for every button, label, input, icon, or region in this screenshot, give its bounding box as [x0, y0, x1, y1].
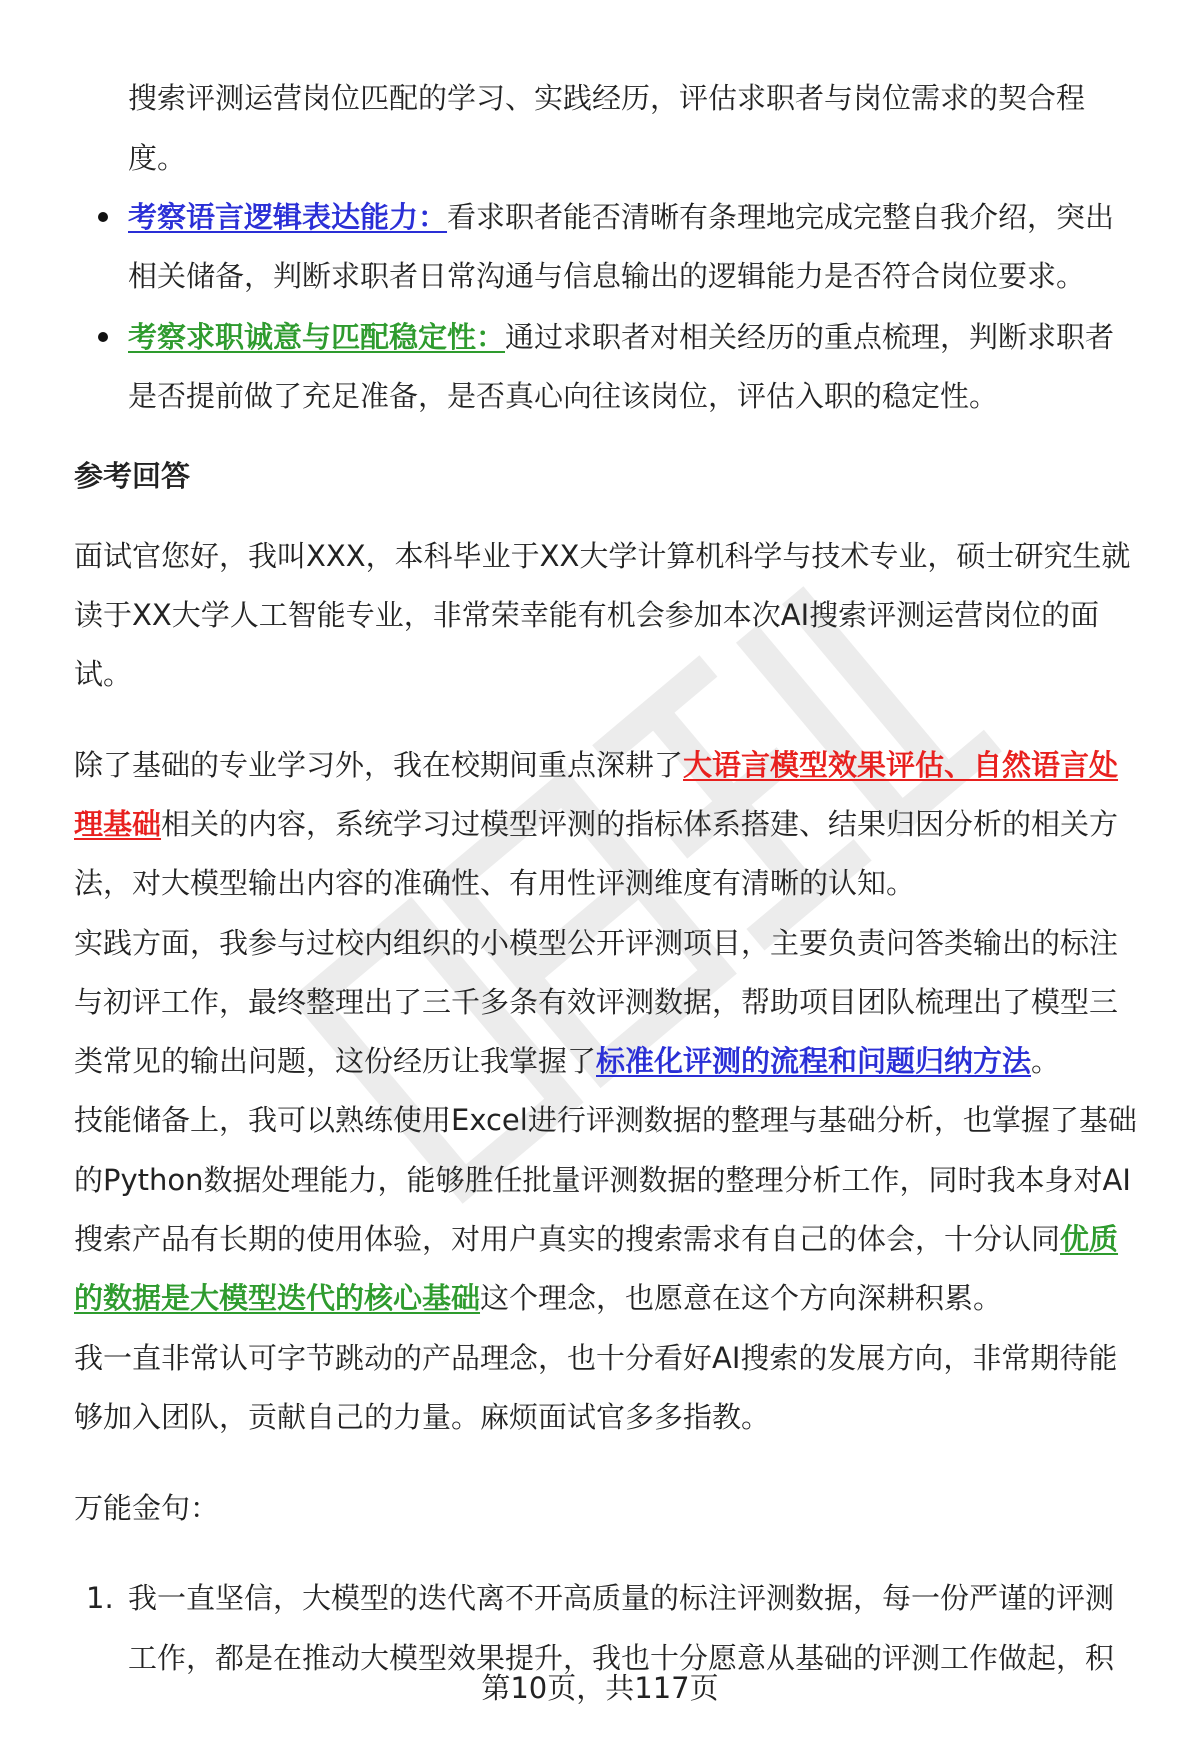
para2-highlight: 大语言模型效果评估、自然语言处 — [683, 748, 1119, 782]
para4-highlight: 优质 — [1060, 1222, 1119, 1256]
numbered-item-line-2: 工作，都是在推动大模型效果提升，我也十分愿意从基础的评测工作做起，积 — [128, 1641, 1115, 1675]
para2-highlight: 理基础 — [74, 807, 162, 841]
bullet-text-continued: 是否提前做了充足准备，是否真心向往该岗位，评估入职的稳定性。 — [128, 379, 999, 413]
continuation-line-2: 度。 — [128, 141, 187, 175]
golden-heading: 万能金句： — [74, 1491, 220, 1525]
para4-line-3 — [74, 1219, 1118, 1259]
bullet-item-sincerity — [128, 317, 1114, 357]
numbered-item-number: 1. — [86, 1581, 114, 1615]
bullet-text-continued: 相关储备，判断求职者日常沟通与信息输出的逻辑能力是否符合岗位要求。 — [128, 259, 1086, 293]
para3-line-2: 与初评工作，最终整理出了三千多条有效评测数据，帮助项目团队梳理出了模型三 — [74, 985, 1119, 1019]
para2-text: 相关的内容，系统学习过模型评测的指标体系搭建、结果归因分析的相关方 — [161, 807, 1119, 841]
bullet-text: 看求职者能否清晰有条理地完成完整自我介绍，突出 — [447, 200, 1115, 234]
para2-line-2 — [74, 804, 1118, 844]
para3-text: 。 — [1031, 1044, 1061, 1078]
bullet-dot-icon — [98, 212, 108, 222]
para5-line-2: 够加入团队，贡献自己的力量。麻烦面试官多多指教。 — [74, 1400, 771, 1434]
reference-heading: 参考回答 — [74, 459, 191, 493]
bullet-label-language: 考察语言逻辑表达能力： — [128, 200, 448, 234]
para3-text: 类常见的输出问题，这份经历让我掌握了 — [74, 1044, 597, 1078]
para4-highlight: 的数据是大模型迭代的核心基础 — [74, 1281, 481, 1315]
para3-line-3 — [74, 1041, 1060, 1081]
para4-text: 搜索产品有长期的使用体验，对用户真实的搜索需求有自己的体会，十分认同 — [74, 1222, 1061, 1256]
para1-line-1: 面试官您好，我叫XXX，本科毕业于XX大学计算机科学与技术专业，硕士研究生就 — [74, 539, 1131, 573]
para4-text: 这个理念，也愿意在这个方向深耕积累。 — [480, 1281, 1003, 1315]
continuation-line-1: 搜索评测运营岗位匹配的学习、实践经历，评估求职者与岗位需求的契合程 — [128, 81, 1086, 115]
para4-line-4 — [74, 1278, 1002, 1318]
para1-line-2: 读于XX大学人工智能专业，非常荣幸能有机会参加本次AI搜索评测运营岗位的面 — [74, 598, 1100, 632]
para5-line-1: 我一直非常认可字节跳动的产品理念，也十分看好AI搜索的发展方向，非常期待能 — [74, 1341, 1118, 1375]
para2-text: 除了基础的专业学习外，我在校期间重点深耕了 — [74, 748, 684, 782]
para3-line-1: 实践方面，我参与过校内组织的小模型公开评测项目，主要负责问答类输出的标注 — [74, 926, 1119, 960]
bullet-dot-icon — [98, 332, 108, 342]
para2-line-3: 法，对大模型输出内容的准确性、有用性评测维度有清晰的认知。 — [74, 866, 916, 900]
bullet-label-sincerity: 考察求职诚意与匹配稳定性： — [128, 320, 506, 354]
bullet-text: 通过求职者对相关经历的重点梳理，判断求职者 — [505, 320, 1115, 354]
para2-line-1 — [74, 745, 1118, 785]
bullet-item-language — [128, 197, 1114, 237]
numbered-item-line-1: 我一直坚信，大模型的迭代离不开高质量的标注评测数据，每一份严谨的评测 — [128, 1581, 1115, 1615]
para4-line-2: 的Python数据处理能力，能够胜任批量评测数据的整理分析工作，同时我本身对AI — [74, 1163, 1131, 1197]
para3-highlight: 标准化评测的流程和问题归纳方法 — [596, 1044, 1032, 1078]
para1-line-3: 试。 — [74, 657, 133, 691]
page-footer: 第10页，共117页 — [481, 1671, 719, 1705]
para4-line-1: 技能储备上，我可以熟练使用Excel进行评测数据的整理与基础分析，也掌握了基础 — [74, 1103, 1137, 1137]
